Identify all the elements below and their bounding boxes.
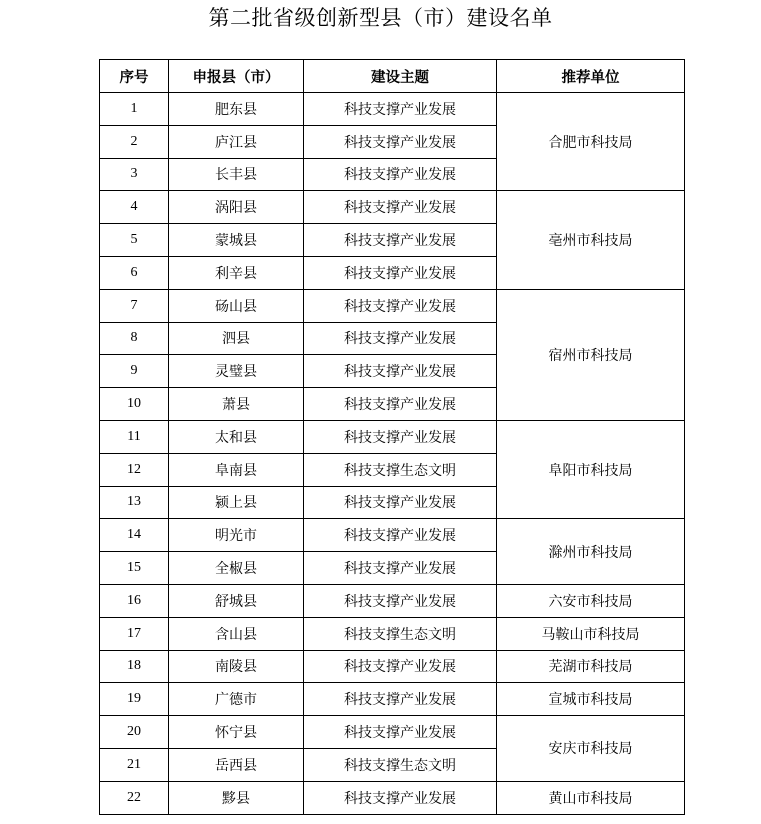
table-row xyxy=(100,191,685,224)
row-theme: 科技支撑产业发展 xyxy=(304,322,497,355)
row-index: 5 xyxy=(100,224,169,257)
row-county: 怀宁县 xyxy=(169,716,304,749)
row-recommender: 芜湖市科技局 xyxy=(497,650,685,683)
document-title: 第二批省级创新型县（市）建设名单 xyxy=(208,6,553,30)
row-index: 15 xyxy=(100,552,169,585)
row-index: 2 xyxy=(100,125,169,158)
table-row xyxy=(100,650,685,683)
row-index: 9 xyxy=(100,355,169,388)
row-county: 广德市 xyxy=(169,683,304,716)
row-index: 1 xyxy=(100,93,169,126)
row-recommender: 马鞍山市科技局 xyxy=(497,617,685,650)
row-theme: 科技支撑生态文明 xyxy=(304,748,497,781)
table-row xyxy=(100,289,685,322)
row-theme: 科技支撑产业发展 xyxy=(304,486,497,519)
row-theme: 科技支撑产业发展 xyxy=(304,781,497,814)
row-index: 18 xyxy=(100,650,169,683)
row-theme: 科技支撑产业发展 xyxy=(304,224,497,257)
row-county: 颍上县 xyxy=(169,486,304,519)
row-county: 泗县 xyxy=(169,322,304,355)
row-recommender: 宿州市科技局 xyxy=(497,289,685,420)
row-recommender: 黄山市科技局 xyxy=(497,781,685,814)
row-recommender: 宣城市科技局 xyxy=(497,683,685,716)
header-recommender: 推荐单位 xyxy=(497,60,685,93)
header-theme: 建设主题 xyxy=(304,60,497,93)
table-row xyxy=(100,584,685,617)
row-index: 4 xyxy=(100,191,169,224)
row-county: 南陵县 xyxy=(169,650,304,683)
county-list-table xyxy=(99,59,685,815)
row-theme: 科技支撑产业发展 xyxy=(304,355,497,388)
row-theme: 科技支撑产业发展 xyxy=(304,716,497,749)
table-row xyxy=(100,781,685,814)
row-index: 17 xyxy=(100,617,169,650)
row-county: 涡阳县 xyxy=(169,191,304,224)
row-index: 11 xyxy=(100,420,169,453)
row-index: 6 xyxy=(100,256,169,289)
row-index: 12 xyxy=(100,453,169,486)
row-theme: 科技支撑产业发展 xyxy=(304,420,497,453)
row-county: 舒城县 xyxy=(169,584,304,617)
row-index: 3 xyxy=(100,158,169,191)
row-county: 长丰县 xyxy=(169,158,304,191)
table-row xyxy=(100,617,685,650)
row-county: 岳西县 xyxy=(169,748,304,781)
row-theme: 科技支撑产业发展 xyxy=(304,158,497,191)
row-theme: 科技支撑产业发展 xyxy=(304,191,497,224)
row-theme: 科技支撑产业发展 xyxy=(304,256,497,289)
row-index: 21 xyxy=(100,748,169,781)
row-county: 肥东县 xyxy=(169,93,304,126)
row-theme: 科技支撑产业发展 xyxy=(304,683,497,716)
row-index: 7 xyxy=(100,289,169,322)
row-theme: 科技支撑产业发展 xyxy=(304,650,497,683)
table-row xyxy=(100,420,685,453)
header-index: 序号 xyxy=(100,60,169,93)
row-county: 蒙城县 xyxy=(169,224,304,257)
row-county: 利辛县 xyxy=(169,256,304,289)
row-index: 10 xyxy=(100,388,169,421)
row-theme: 科技支撑生态文明 xyxy=(304,617,497,650)
row-county: 阜南县 xyxy=(169,453,304,486)
table-row xyxy=(100,93,685,126)
table-row xyxy=(100,683,685,716)
row-theme: 科技支撑产业发展 xyxy=(304,552,497,585)
row-recommender: 阜阳市科技局 xyxy=(497,420,685,518)
table-row xyxy=(100,716,685,749)
row-county: 庐江县 xyxy=(169,125,304,158)
row-theme: 科技支撑产业发展 xyxy=(304,125,497,158)
row-county: 灵璧县 xyxy=(169,355,304,388)
row-theme: 科技支撑生态文明 xyxy=(304,453,497,486)
row-index: 13 xyxy=(100,486,169,519)
row-theme: 科技支撑产业发展 xyxy=(304,584,497,617)
row-theme: 科技支撑产业发展 xyxy=(304,388,497,421)
row-county: 砀山县 xyxy=(169,289,304,322)
row-recommender: 滁州市科技局 xyxy=(497,519,685,585)
row-index: 14 xyxy=(100,519,169,552)
row-index: 16 xyxy=(100,584,169,617)
row-county: 明光市 xyxy=(169,519,304,552)
header-county: 申报县（市） xyxy=(169,60,304,93)
row-index: 19 xyxy=(100,683,169,716)
row-index: 20 xyxy=(100,716,169,749)
row-county: 黟县 xyxy=(169,781,304,814)
row-county: 含山县 xyxy=(169,617,304,650)
table-row xyxy=(100,519,685,552)
row-theme: 科技支撑产业发展 xyxy=(304,93,497,126)
row-county: 萧县 xyxy=(169,388,304,421)
row-recommender: 合肥市科技局 xyxy=(497,93,685,191)
row-recommender: 安庆市科技局 xyxy=(497,716,685,782)
row-theme: 科技支撑产业发展 xyxy=(304,519,497,552)
row-index: 22 xyxy=(100,781,169,814)
row-recommender: 六安市科技局 xyxy=(497,584,685,617)
row-county: 全椒县 xyxy=(169,552,304,585)
row-recommender: 亳州市科技局 xyxy=(497,191,685,289)
row-theme: 科技支撑产业发展 xyxy=(304,289,497,322)
row-county: 太和县 xyxy=(169,420,304,453)
table-header-row xyxy=(100,60,685,93)
row-index: 8 xyxy=(100,322,169,355)
